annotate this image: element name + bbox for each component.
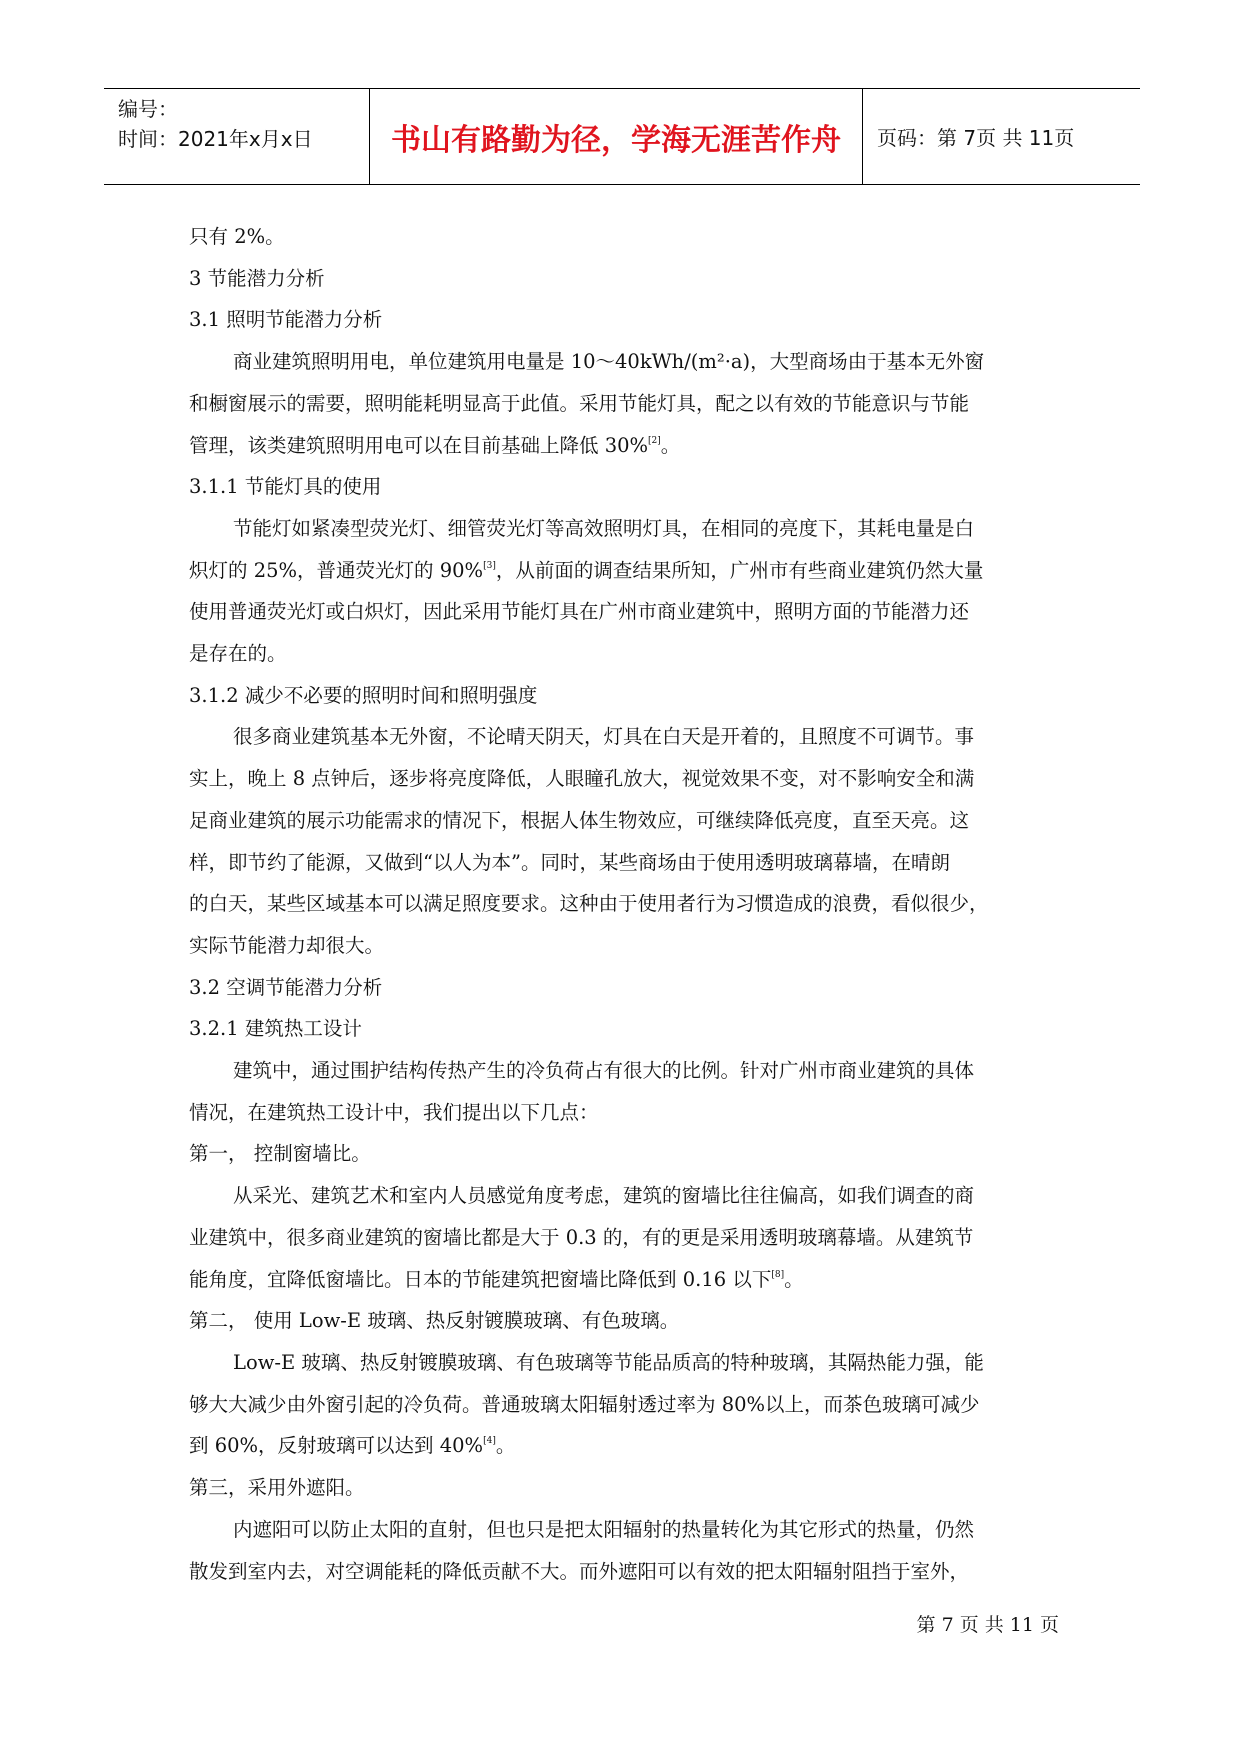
paragraph-line: 建筑中，通过围护结构传热产生的冷负荷占有很大的比例。针对广州市商业建筑的具体 — [233, 1059, 975, 1083]
text-line: 只有 2%。 — [189, 225, 285, 248]
serial-number-label: 编号： — [118, 97, 178, 121]
list-item: 第二， 使用 Low-E 玻璃、热反射镀膜玻璃、有色玻璃。 — [189, 1309, 680, 1333]
paragraph-line: 使用普通荧光灯或白炽灯，因此采用节能灯具在广州市商业建筑中，照明方面的节能潜力还 — [189, 600, 970, 624]
text-span: 。 — [784, 1267, 804, 1291]
paragraph-line: 散发到室内去，对空调能耗的降低贡献不大。而外遮阳可以有效的把太阳辐射阻挡于室外， — [189, 1559, 970, 1583]
paragraph-line — [189, 550, 1062, 592]
page-footer: 第 7 页 共 11 页 — [916, 1614, 1059, 1636]
text-span: 。 — [495, 1434, 516, 1458]
paragraph-line: 够大大减少由外窗引起的冷负荷。普通玻璃太阳辐射透过率为 80%以上，而茶色玻璃可减少 — [189, 1392, 980, 1416]
paragraph-line: 的白天，某些区域基本可以满足照度要求。这种由于使用者行为习惯造成的浪费，看似很少， — [189, 892, 989, 916]
paragraph-line: 情况，在建筑热工设计中，我们提出以下几点： — [189, 1100, 599, 1124]
paragraph-line: 很多商业建筑基本无外窗，不论晴天阴天，灯具在白天是开着的，且照度不可调节。事 — [233, 725, 975, 749]
citation-ref: [8] — [771, 1269, 785, 1280]
list-item: 第三，采用外遮阳。 — [189, 1476, 365, 1500]
paragraph-line: 是存在的。 — [189, 642, 287, 666]
section-heading: 3.1 照明节能潜力分析 — [189, 308, 383, 332]
section-heading: 3.2.1 建筑热工设计 — [189, 1017, 362, 1041]
text-span: 能角度，宜降低窗墙比。日本的节能建筑把窗墙比降低到 0.16 以下 — [189, 1267, 772, 1291]
paragraph-line: 业建筑中，很多商业建筑的窗墙比都是大于 0.3 的，有的更是采用透明玻璃幕墙。从建筑节 — [189, 1225, 974, 1249]
document-header — [104, 88, 1140, 185]
text-span: 。 — [660, 433, 681, 457]
text-span: ，从前面的调查结果所知，广州市有些商业建筑仍然大量 — [495, 558, 984, 582]
section-heading: 3.2 空调节能潜力分析 — [189, 975, 383, 999]
paragraph-line: 和橱窗展示的需要，照明能耗明显高于此值。采用节能灯具，配之以有效的节能意识与节能 — [189, 391, 970, 415]
text-span: 管理，该类建筑照明用电可以在目前基础上降低 30% — [189, 433, 649, 457]
list-item: 第一， 控制窗墙比。 — [189, 1142, 371, 1166]
paragraph-line — [189, 425, 1062, 467]
paragraph-line: 样，即节约了能源，又做到“以人为本”。同时，某些商场由于使用透明玻璃幕墙，在晴朗 — [189, 850, 950, 874]
paragraph-line: 足商业建筑的展示功能需求的情况下，根据人体生物效应，可继续降低亮度，直至天亮。这 — [189, 808, 970, 832]
document-body — [189, 216, 1062, 1592]
paragraph-line — [189, 1259, 1062, 1301]
paragraph-line: 从采光、建筑艺术和室内人员感觉角度考虑，建筑的窗墙比往往偏高，如我们调查的商 — [233, 1184, 975, 1208]
paragraph-line — [189, 1425, 1062, 1467]
header-motto: 书山有路勤为径，学海无涯苦作舟 — [370, 89, 863, 184]
section-heading: 3.1.1 节能灯具的使用 — [189, 475, 382, 499]
paragraph-line: 内遮阳可以防止太阳的直射，但也只是把太阳辐射的热量转化为其它形式的热量，仍然 — [233, 1517, 975, 1541]
paragraph-line: Low-E 玻璃、热反射镀膜玻璃、有色玻璃等节能品质高的特种玻璃，其隔热能力强，能 — [233, 1350, 984, 1374]
section-heading: 3 节能潜力分析 — [189, 266, 325, 290]
paragraph-line: 节能灯如紧凑型荧光灯、细管荧光灯等高效照明灯具，在相同的亮度下，其耗电量是白 — [233, 516, 975, 540]
header-meta — [104, 89, 370, 184]
header-page-number: 页码：第 7页 共 11页 — [877, 126, 1075, 150]
text-span: 到 60%，反射玻璃可以达到 40% — [189, 1434, 484, 1458]
section-heading: 3.1.2 减少不必要的照明时间和照明强度 — [189, 683, 538, 707]
citation-ref: [4] — [483, 1436, 496, 1447]
citation-ref: [3] — [483, 560, 496, 571]
paragraph-line: 实际节能潜力却很大。 — [189, 933, 385, 957]
text-span: 炽灯的 25%，普通荧光灯的 90% — [189, 558, 484, 582]
paragraph-line: 商业建筑照明用电，单位建筑用电量是 10～40kWh/(m²·a)，大型商场由于基本无外窗 — [233, 350, 985, 374]
date-label: 时间：2021年x月x日 — [118, 127, 313, 151]
paragraph-line: 实上，晚上 8 点钟后，逐步将亮度降低，人眼瞳孔放大，视觉效果不变，对不影响安全和满 — [189, 767, 975, 791]
citation-ref: [2] — [648, 435, 661, 446]
